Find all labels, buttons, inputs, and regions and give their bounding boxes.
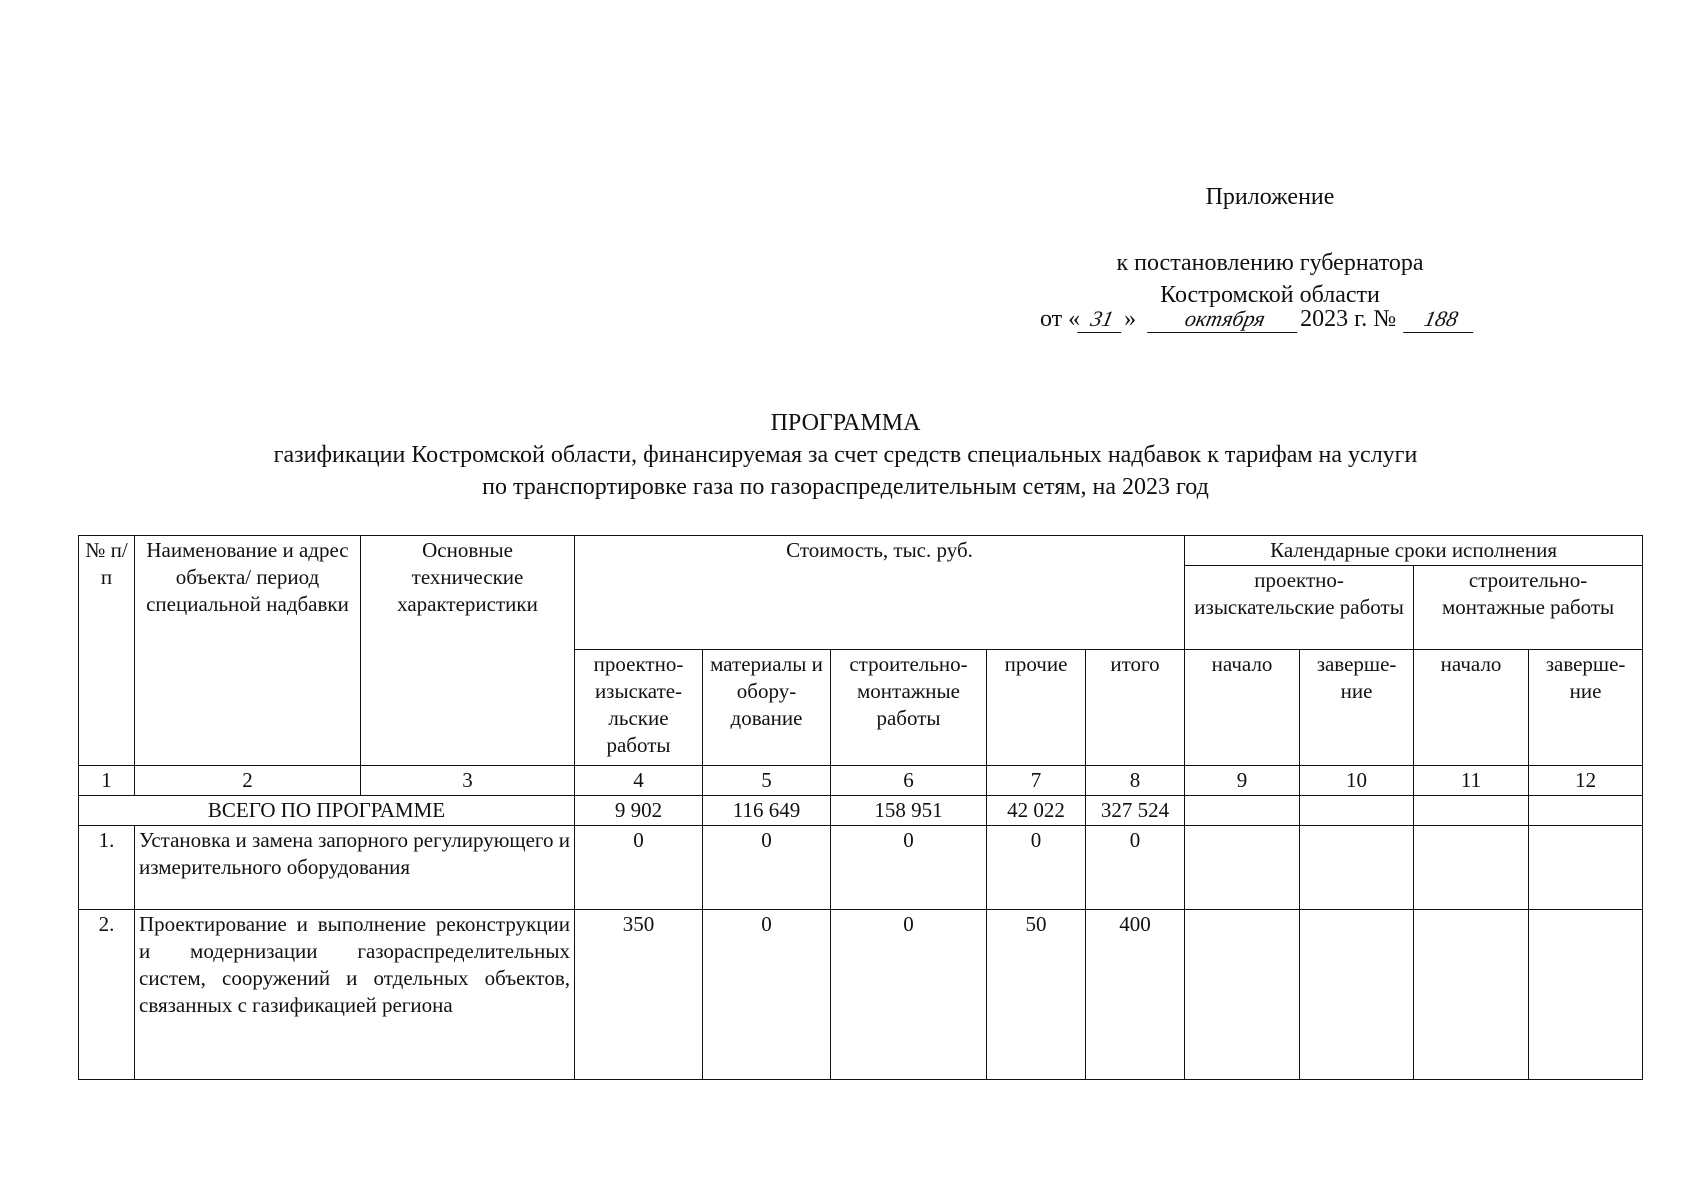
total-value: 9 902 (575, 796, 703, 826)
appendix-heading: Приложение (1205, 184, 1335, 210)
program-subtitle-line-2: по транспортировке газа по газораспределительным сетям, на 2023 год (482, 474, 1209, 500)
total-value: 116 649 (703, 796, 831, 826)
column-number: 8 (1086, 766, 1185, 796)
column-number: 4 (575, 766, 703, 796)
total-value: 158 951 (831, 796, 987, 826)
row-value: 0 (831, 826, 987, 910)
header-end-1: заверше-ние (1300, 650, 1414, 766)
row-value: 350 (575, 910, 703, 1080)
header-cost-total: итого (1086, 650, 1185, 766)
row-value: 0 (987, 826, 1086, 910)
row-value: 50 (987, 910, 1086, 1080)
row-value: 0 (703, 826, 831, 910)
row-value: 400 (1086, 910, 1185, 1080)
row-value: 0 (575, 826, 703, 910)
program-subtitle-line-1: газификации Костромской области, финансируемая за счет средств специальных надбавок к тарифам на услуги (273, 442, 1418, 468)
handwritten-number: 188 (1403, 306, 1479, 333)
program-table (78, 535, 1643, 1080)
column-number: 5 (703, 766, 831, 796)
table-row (79, 826, 1643, 910)
date-mid: » (1124, 306, 1137, 332)
column-number: 10 (1300, 766, 1414, 796)
row-value: 0 (1086, 826, 1185, 910)
column-number: 6 (831, 766, 987, 796)
column-number: 3 (361, 766, 575, 796)
header-construction-works: строительно-монтажные работы (1414, 566, 1643, 650)
column-number: 11 (1414, 766, 1529, 796)
date-prefix: от « (1040, 306, 1081, 332)
header-start-1: начало (1185, 650, 1300, 766)
row-name: Проектирование и выполнение реконструкции и модернизации газораспределительных систем, сооружений и отдельных объектов, связанных с газификацией региона (135, 910, 575, 1080)
header-cost-construction: строительно-монтажные работы (831, 650, 987, 766)
column-number: 1 (79, 766, 135, 796)
header-calendar: Календарные сроки исполнения (1185, 536, 1643, 566)
column-number: 2 (135, 766, 361, 796)
row-value: 0 (703, 910, 831, 1080)
total-label: ВСЕГО ПО ПРОГРАММЕ (79, 796, 575, 826)
header-start-2: начало (1414, 650, 1529, 766)
handwritten-month: октября (1147, 306, 1303, 333)
header-cost-materials: материалы и обору-дование (703, 650, 831, 766)
row-num: 2. (79, 910, 135, 1080)
column-number: 9 (1185, 766, 1300, 796)
year-label: 2023 г. № (1300, 306, 1397, 332)
program-title: ПРОГРАММА (770, 410, 921, 436)
row-value: 0 (831, 910, 987, 1080)
total-value: 42 022 (987, 796, 1086, 826)
header-tech: Основные технические характеристики (361, 536, 575, 766)
header-num: № п/п (79, 536, 135, 766)
column-number: 12 (1529, 766, 1643, 796)
header-cost-other: прочие (987, 650, 1086, 766)
column-number: 7 (987, 766, 1086, 796)
column-numbers-row (79, 766, 1643, 796)
header-cost: Стоимость, тыс. руб. (575, 536, 1185, 650)
appendix-line-2: Костромской области (1160, 282, 1380, 308)
row-num: 1. (79, 826, 135, 910)
table-row (79, 910, 1643, 1080)
total-value: 327 524 (1086, 796, 1185, 826)
decree-date-number (1040, 304, 1476, 334)
header-cost-survey: проектно-изыскате-льские работы (575, 650, 703, 766)
header-survey-works: проектно-изыскательские работы (1185, 566, 1414, 650)
row-name: Установка и замена запорного регулирующего и измерительного оборудования (135, 826, 575, 910)
appendix-line-1: к постановлению губернатора (1116, 250, 1424, 276)
header-end-2: заверше-ние (1529, 650, 1643, 766)
handwritten-day: 31 (1077, 306, 1127, 333)
total-row (79, 796, 1643, 826)
header-name: Наименование и адрес объекта/ период специальной надбавки (135, 536, 361, 766)
